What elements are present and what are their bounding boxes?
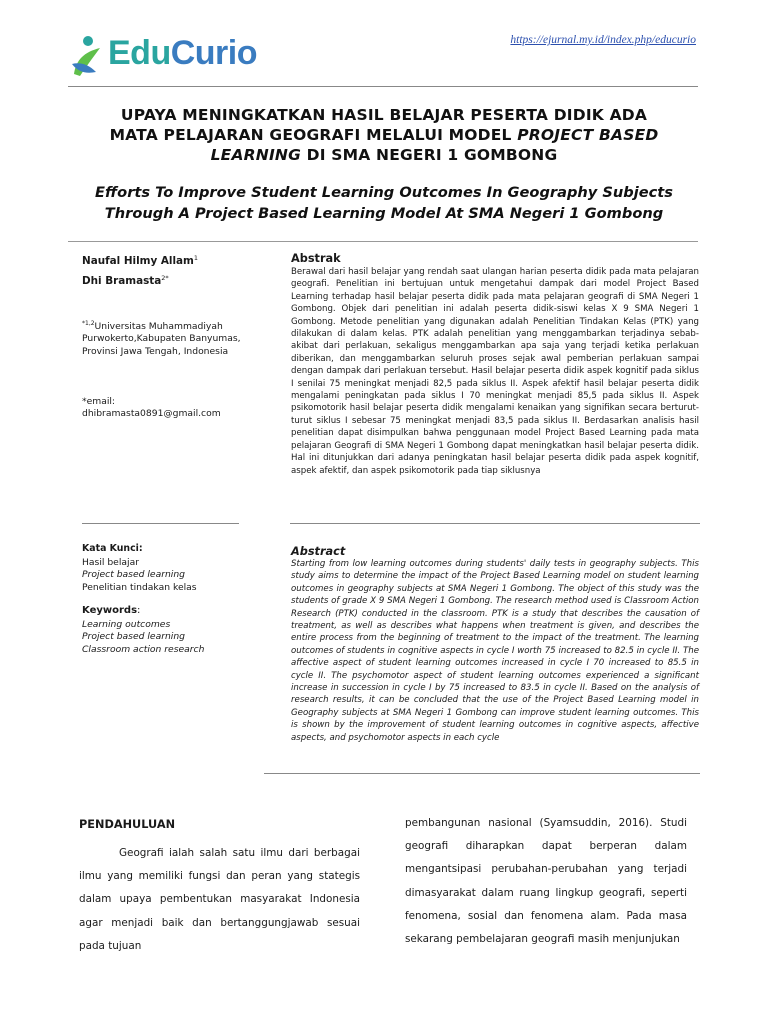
kata-kunci-item: Hasil belajar: [82, 557, 139, 568]
title-line-3-italic: LEARNING: [210, 146, 302, 164]
logo-word-curio: Curio: [170, 34, 257, 72]
abstrak-text: Berawal dari hasil belajar yang rendah saat ulangan harian peserta didik pada mata pelajaran geografi. Penelitian ini bertujuan untuk mengetahui dampak dari model Project Based Learning terhadap hasil belajar peserta didik pada mata pelajaran geografi di SMA Negeri 1 Gombong. Objek dari penelitian ini adalah peserta didik-siswi kelas X 9 SMA Negeri 1 Gombong. Metode penelitian yang digunakan adalah Penelitian Tindakan Kelas (PTK) yang dilakukan di dalam kelas. PTK adalah penelitian yang menggambarkan terjadinya sebab-akibat dari perlakuan, sekaligus menggambarkan apa saja yang terjadi ketika perlakuan diberikan, dan menggambarkan seluruh proses sejak awal pemberian perlakuan sampai dengan dampak dari perlakuan tersebut. Hasil belajar peserta didik aspek kognitif pada siklus I senilai 75 meningkat menjadi 82,5 pada siklus II. Aspek afektif hasil belajar peserta didik mengalami peningkatan pada siklus I 70 meningkat menjadi 85,5 pada siklus II. Aspek psikomotorik hasil belajar peserta didik mengalami kenaikan yang signifikan secara berturut-turut siklus I sebesar 75 meningkat menjadi 83,5 pada siklus II. Berdasarkan analisis hasil penelitian dapat disimpulkan bahwa penggunaan model Project Based Learning pada mata pelajaran Geografi di SMA Negeri 1 Gombong dapat meningkatkan hasil belajar peserta didik. Hal ini ditunjukkan dari adanya peningkatan hasil belajar peserta didik pada aspek kognitif, aspek afektif, dan aspek psikomotorik pada tiap siklusnya: [291, 267, 699, 476]
keywords-list: [82, 619, 204, 656]
keywords-heading: [82, 605, 140, 616]
author-1-name: Naufal Hilmy Allam: [82, 255, 194, 267]
affiliation: [82, 318, 272, 358]
abstract-bottom-divider: [264, 773, 700, 774]
keywords-colon: :: [137, 605, 141, 616]
email-label: *email:: [82, 396, 116, 407]
journal-logo: [70, 32, 300, 80]
logo-word-edu: Edu: [108, 34, 171, 72]
affiliation-text: Universitas Muhammadiyah Purwokerto,Kabupaten Banyumas, Provinsi Jawa Tengah, Indonesia: [82, 321, 241, 357]
author-1-sup: 1: [193, 254, 198, 262]
keyword-item: Project based learning: [82, 631, 186, 643]
title-line-2-text: MATA PELAJARAN GEOGRAFI MELALUI MODEL: [109, 126, 518, 144]
author-2-name: Dhi Bramasta: [82, 275, 162, 287]
abstract-divider: [290, 523, 700, 524]
section-heading-pendahuluan: PENDAHULUAN: [79, 818, 176, 831]
title-line-3-text: DI SMA NEGERI 1 GOMBONG: [301, 146, 558, 164]
kata-kunci-list: [82, 557, 197, 594]
title-line-2-italic: PROJECT BASED: [517, 126, 659, 144]
keyword-item: Learning outcomes: [82, 619, 171, 630]
kata-kunci-item: Project based learning: [82, 569, 186, 581]
intro-left-column: [79, 842, 360, 958]
abstract-heading: Abstract: [291, 545, 346, 558]
author-2: [82, 274, 169, 287]
email-address: dhibramasta0891@gmail.com: [82, 408, 221, 420]
logo-text: [108, 34, 257, 73]
header-divider: [68, 86, 698, 87]
journal-url-link[interactable]: https://ejurnal.my.id/index.php/educurio: [510, 34, 696, 46]
left-column-divider: [82, 523, 239, 524]
author-1: [82, 254, 198, 267]
keywords-heading-text: Keywords: [82, 605, 138, 616]
paper-title: [80, 105, 688, 165]
title-line-3: [80, 145, 688, 165]
author-2-sup: 2*: [161, 274, 169, 282]
intro-left-paragraph: Geografi ialah salah satu ilmu dari berbagai ilmu yang memiliki fungsi dan peran yang stategis dalam upaya pembentukan masyarakat Indonesia agar menjadi baik dan bertanggungjawab sesuai pada tujuan: [79, 847, 360, 952]
keyword-item: Classroom action research: [82, 643, 205, 655]
subtitle-line-1: Efforts To Improve Student Learning Outcomes In Geography Subjects: [95, 184, 673, 201]
leaf-person-icon: [70, 34, 104, 80]
title-divider: [68, 241, 698, 242]
kata-kunci-item: Penelitian tindakan kelas: [82, 581, 197, 593]
intro-right-paragraph: pembangunan nasional (Syamsuddin, 2016). Studi geografi diharapkan dapat berperan dalam mengantsipasi perubahan-perubahan yang terjadi dimasyarakat dalam ruang lingkup geografi, seperti fenomena, sosial dan fenomena alam. Pada masa sekarang pembelajaran geografi masih menjunjukan: [405, 817, 687, 946]
subtitle-line-2: Through A Project Based Learning Model At SMA Negeri 1 Gombong: [104, 205, 664, 222]
abstrak-heading: Abstrak: [291, 252, 341, 265]
affiliation-sup: *1,2: [82, 320, 95, 327]
paper-subtitle-english: [80, 182, 688, 224]
title-line-1: UPAYA MENINGKATKAN HASIL BELAJAR PESERTA DIDIK ADA: [120, 106, 648, 124]
abstract-text: Starting from low learning outcomes during students' daily tests in geography subjects. This study aims to determine the impact of the Project Based Learning model on student learning outcomes in geography subjects at SMA Negeri 1 Gombong. The object of this study was the students of grade X 9 SMA Negeri 1 Gombong. The research method used is Classroom Action Research (PTK) conducted in the classroom. PTK is a study that describes the causation of treatment, as well as describes what happens when treatment is given, and describes the entire process from the beginning of treatment to the impact of the treatment. The learning outcomes of students in cognitive aspects in cycle I worth 75 increased to 82.5 in cycle II. The affective aspect of student learning outcomes increased in cycle I 70 increased to 85.5 in cycle II. The psychomotor aspect of student learning outcomes experienced a significant increase in succession in cycle I by 75 increased to 83.5 in cycle II. Based on the analysis of research results, it can be concluded that the use of the Project Based Learning model in Geography subjects at SMA Negeri 1 Gombong can improve student learning outcomes. This is shown by the improvement of student learning outcomes in cognitive aspects, affective aspects, and psychomotor aspects in each cycle: [291, 559, 699, 743]
kata-kunci-heading: Kata Kunci:: [82, 543, 143, 554]
title-line-2: [80, 125, 688, 145]
contact-email: [82, 396, 221, 421]
intro-right-column: [405, 812, 687, 951]
